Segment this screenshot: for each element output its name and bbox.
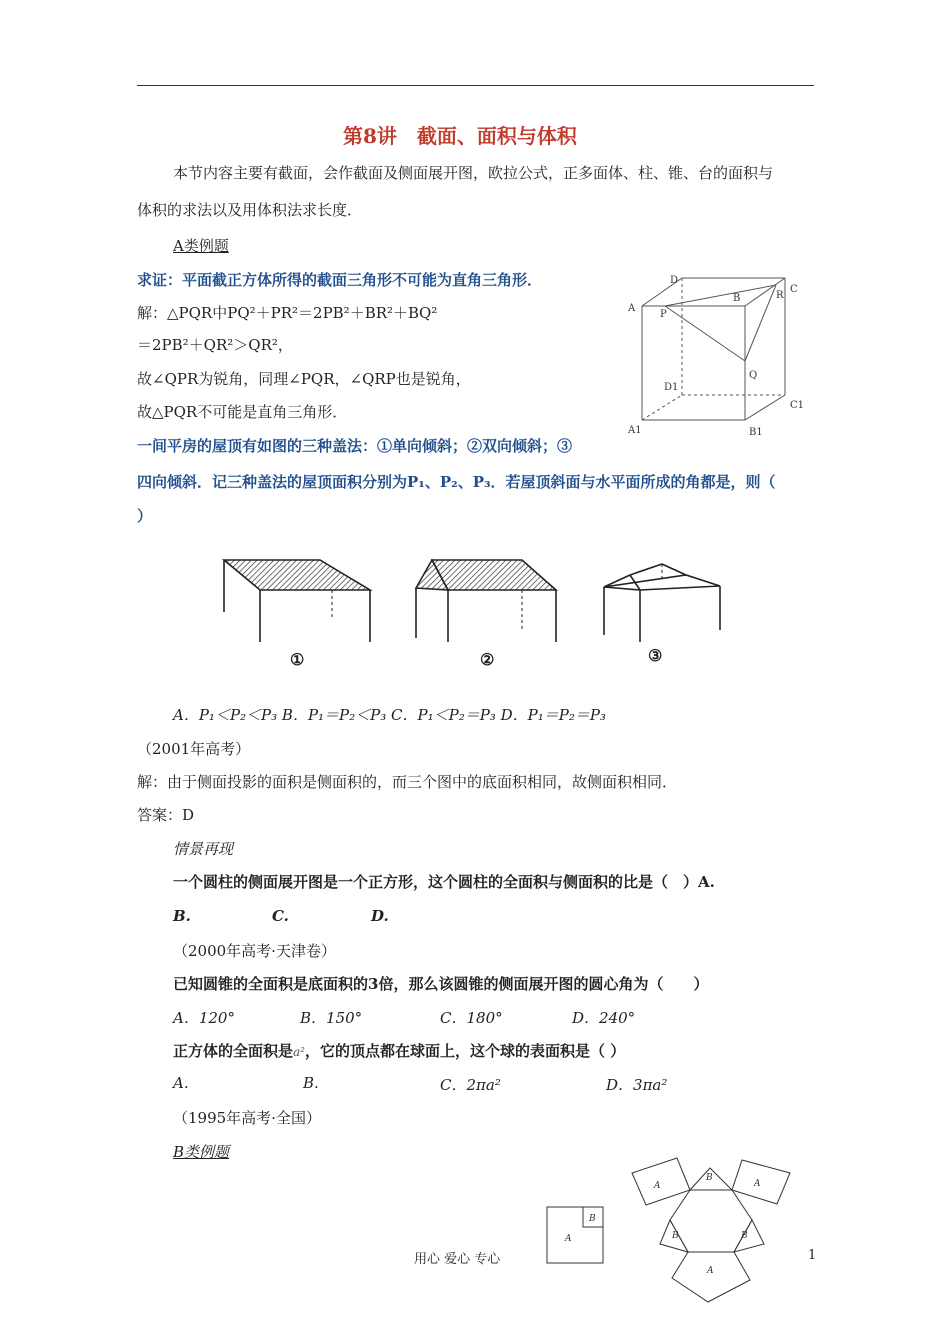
roof-figure-3 bbox=[604, 564, 720, 642]
example-2-line-1: 一间平房的屋顶有如图的三种盖法：①单向倾斜；②双向倾斜；③ bbox=[137, 437, 573, 455]
cube-label-c1: C1 bbox=[790, 400, 805, 411]
cube-label-r: R bbox=[776, 290, 784, 301]
q3-source: （1995年高考·全国） bbox=[173, 1109, 321, 1127]
example-1-statement: 求证：平面截正方体所得的截面三角形不可能为直角三角形． bbox=[137, 271, 543, 289]
example-2-options: A．P₁＜P₂＜P₃ B．P₁＝P₂＜P₃ C．P₁＜P₂＝P₃ D．P₁＝P₂＝P₃ bbox=[173, 706, 606, 724]
cube-label-p: P bbox=[660, 309, 667, 320]
q3-option-b: B. bbox=[303, 1074, 319, 1092]
net-label-b-left: B bbox=[672, 1231, 679, 1241]
q3-option-a: A. bbox=[173, 1074, 189, 1092]
roof-label-3: ③ bbox=[648, 646, 663, 665]
cube-label-c: C bbox=[790, 284, 798, 295]
header-rule bbox=[137, 85, 814, 86]
cube-label-a1: A1 bbox=[628, 425, 642, 436]
cube-label-q: Q bbox=[749, 370, 758, 381]
q1-option-b: B. bbox=[173, 907, 191, 925]
net-figure bbox=[622, 1150, 802, 1310]
intro-line-1: 本节内容主要有截面，会作截面及侧面展开图，欧拉公式，正多面体、柱、锥、台的面积与 bbox=[173, 164, 774, 182]
roof-figure-1 bbox=[224, 560, 370, 642]
example-2-source: （2001年高考） bbox=[137, 740, 251, 758]
q3-option-c: C．2πa² bbox=[440, 1076, 501, 1094]
footer-slogan: 用心 爱心 专心 bbox=[414, 1252, 501, 1267]
scenario-question-2: 已知圆锥的全面积是底面积的3倍，那么该圆锥的侧面展开图的圆心角为（ ） bbox=[173, 975, 709, 993]
example-2-answer: 答案：D bbox=[137, 806, 195, 824]
net-label-b-right: B bbox=[741, 1231, 748, 1241]
scenario-label: 情景再现 bbox=[173, 840, 234, 858]
q2-option-a: A．120° bbox=[173, 1009, 235, 1027]
example-2-line-3: ） bbox=[137, 507, 153, 525]
q1-option-d: D. bbox=[371, 907, 389, 925]
net-label-a-right: A bbox=[754, 1179, 761, 1189]
q3-text-a: 正方体的全面积是 bbox=[173, 1042, 294, 1060]
scenario-question-3 bbox=[173, 1040, 625, 1061]
q3-option-d: D．3πa² bbox=[606, 1076, 668, 1094]
page-title: 第8讲 截面、面积与体积 bbox=[343, 124, 577, 148]
section-a-label: A类例题 bbox=[173, 237, 229, 255]
example-1-solution-line-4: 故△PQR不可能是直角三角形． bbox=[137, 403, 348, 421]
cube-label-d: D bbox=[670, 275, 679, 286]
square-label-b: B bbox=[589, 1214, 596, 1224]
cube-label-b1: B1 bbox=[749, 427, 763, 438]
roof-figure-2 bbox=[416, 560, 556, 642]
square-figure bbox=[545, 1205, 607, 1267]
example-2-solution: 解：由于侧面投影的面积是侧面积的，而三个图中的底面积相同，故侧面积相同． bbox=[137, 773, 678, 791]
q1-option-c: C. bbox=[272, 907, 289, 925]
q2-option-d: D．240° bbox=[572, 1009, 636, 1027]
roof-label-1: ① bbox=[290, 650, 305, 669]
cube-figure bbox=[620, 268, 820, 443]
example-1-solution-line-1: 解：△PQR中PQ²＋PR²＝2PB²＋BR²＋BQ² bbox=[137, 304, 438, 322]
q2-option-c: C．180° bbox=[440, 1009, 503, 1027]
page-number: 1 bbox=[808, 1248, 817, 1263]
cube-label-d1: D1 bbox=[664, 382, 679, 393]
roof-figures bbox=[210, 550, 740, 680]
square-label-a: A bbox=[565, 1234, 572, 1244]
scenario-question-1: 一个圆柱的侧面展开图是一个正方形，这个圆柱的全面积与侧面积的比是（ ）A. bbox=[173, 873, 715, 891]
intro-line-2: 体积的求法以及用体积法求长度． bbox=[137, 201, 363, 219]
net-label-a-left: A bbox=[654, 1181, 661, 1191]
net-label-b-top: B bbox=[706, 1173, 713, 1183]
q3-variable: a² bbox=[293, 1045, 305, 1059]
example-2-line-2: 四向倾斜．记三种盖法的屋顶面积分别为P₁、P₂、P₃．若屋顶斜面与水平面所成的角都是，则（ bbox=[137, 473, 776, 491]
q3-text-b: ，它的顶点都在球面上，这个球的表面积是（ ） bbox=[304, 1042, 626, 1060]
section-b-label: B类例题 bbox=[173, 1143, 230, 1161]
roof-label-2: ② bbox=[480, 650, 495, 669]
example-1-solution-line-2: ＝2PB²＋QR²＞QR²， bbox=[137, 336, 293, 354]
net-label-a-bottom: A bbox=[707, 1266, 714, 1276]
cube-label-b: B bbox=[733, 293, 741, 304]
q1-source: （2000年高考·天津卷） bbox=[173, 942, 336, 960]
cube-label-a: A bbox=[628, 303, 636, 314]
example-1-solution-line-3: 故∠QPR为锐角，同理∠PQR，∠QRP也是锐角， bbox=[137, 370, 471, 388]
q2-option-b: B．150° bbox=[300, 1009, 363, 1027]
